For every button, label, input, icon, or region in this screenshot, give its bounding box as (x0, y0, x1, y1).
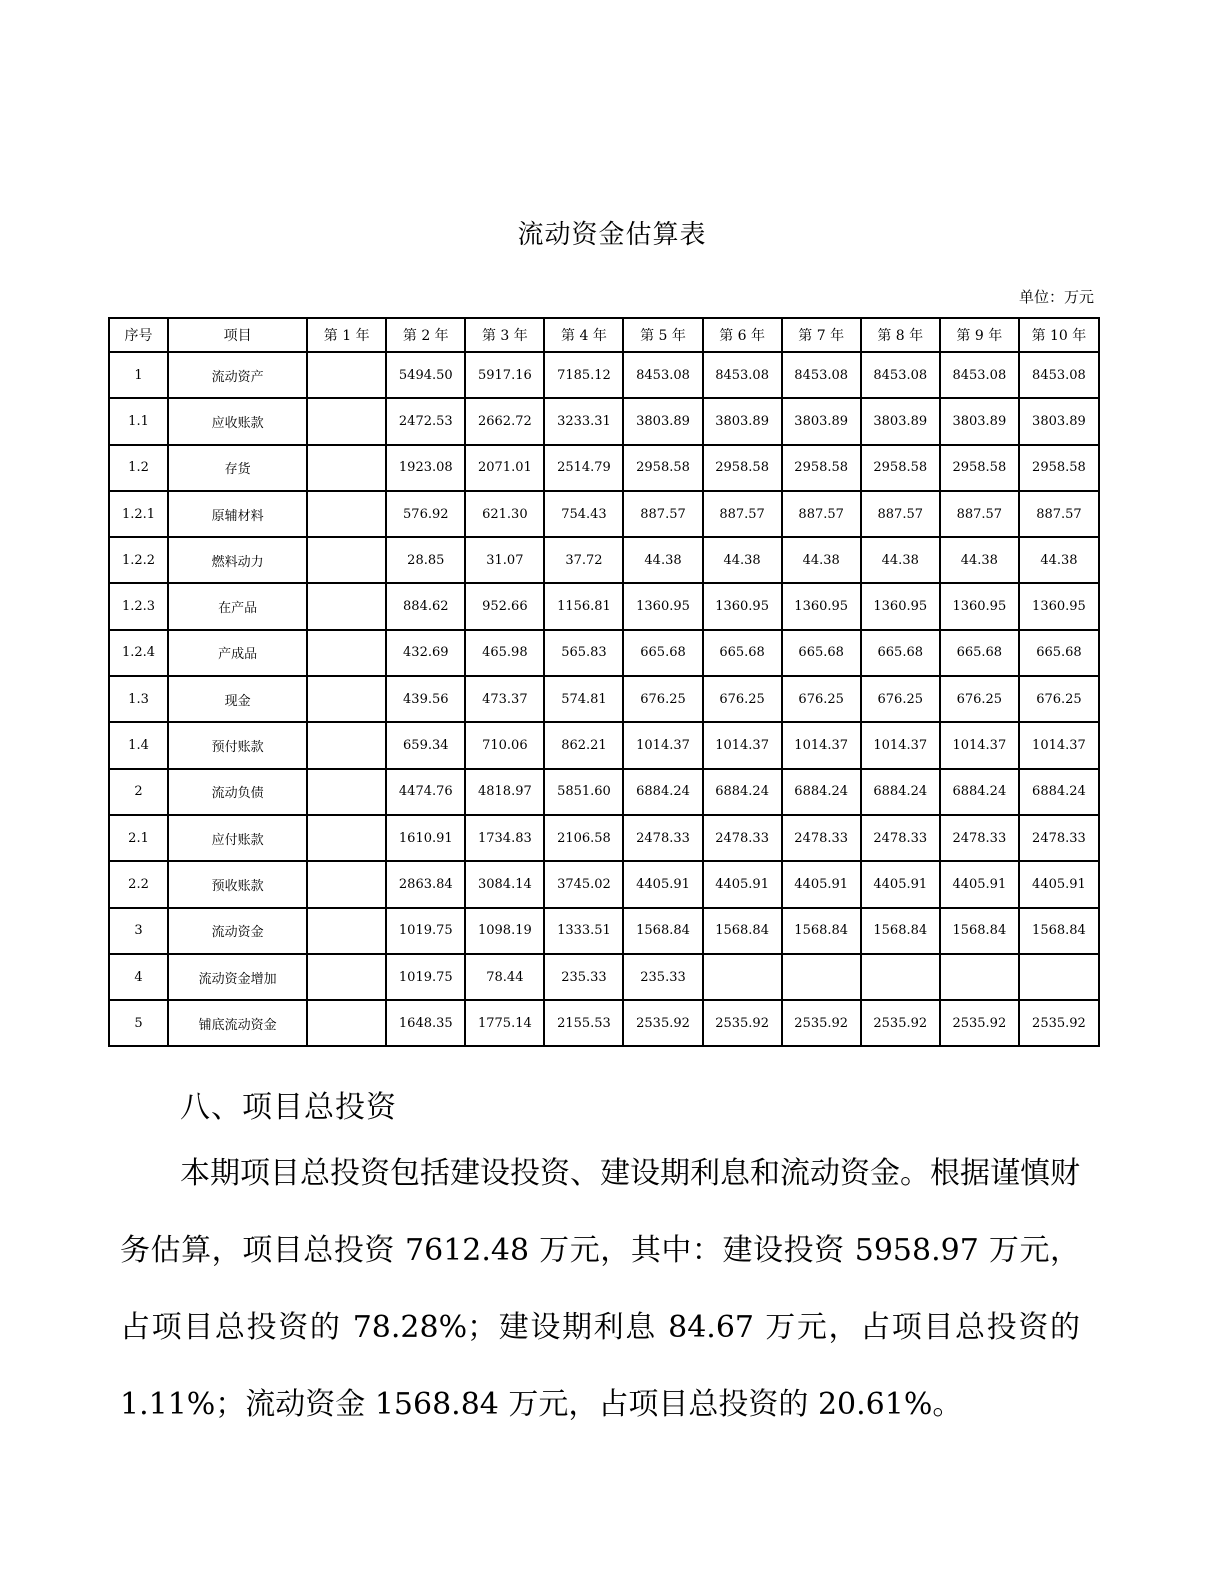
table-cell: 1923.08 (386, 445, 465, 491)
table-cell: 1.2.2 (109, 537, 168, 583)
table-cell: 流动负债 (168, 769, 307, 815)
table-cell (1019, 954, 1099, 1000)
table-cell: 2478.33 (861, 815, 940, 861)
table-cell: 676.25 (940, 676, 1019, 722)
table-cell: 1648.35 (386, 1000, 465, 1046)
table-cell: 621.30 (465, 491, 544, 537)
table-cell: 1568.84 (703, 908, 782, 954)
table-cell: 3803.89 (703, 398, 782, 444)
table-cell: 产成品 (168, 630, 307, 676)
table-cell (307, 954, 386, 1000)
table-row (109, 954, 1099, 1000)
working-capital-table (108, 317, 1100, 1047)
table-cell: 473.37 (465, 676, 544, 722)
table-cell: 1568.84 (940, 908, 1019, 954)
table-cell: 6884.24 (703, 769, 782, 815)
table-cell: 676.25 (1019, 676, 1099, 722)
table-cell: 6884.24 (623, 769, 702, 815)
column-header: 序号 (109, 318, 168, 352)
table-cell: 8453.08 (861, 352, 940, 398)
table-cell: 2478.33 (623, 815, 702, 861)
table-cell: 44.38 (1019, 537, 1099, 583)
table-cell: 应收账款 (168, 398, 307, 444)
table-cell: 1098.19 (465, 908, 544, 954)
table-cell: 2478.33 (1019, 815, 1099, 861)
table-cell: 5 (109, 1000, 168, 1046)
table-cell: 1568.84 (1019, 908, 1099, 954)
table-cell: 78.44 (465, 954, 544, 1000)
table-cell: 3803.89 (782, 398, 861, 444)
table-cell: 4405.91 (940, 861, 1019, 907)
table-cell: 37.72 (544, 537, 623, 583)
table-cell (307, 352, 386, 398)
table-cell: 44.38 (703, 537, 782, 583)
table-row (109, 861, 1099, 907)
table-cell: 676.25 (703, 676, 782, 722)
table-cell: 5917.16 (465, 352, 544, 398)
table-cell: 1014.37 (782, 722, 861, 768)
table-cell: 1014.37 (940, 722, 1019, 768)
table-cell: 887.57 (1019, 491, 1099, 537)
column-header: 第 10 年 (1019, 318, 1099, 352)
table-cell: 2535.92 (940, 1000, 1019, 1046)
table-cell: 2 (109, 769, 168, 815)
table-cell: 676.25 (623, 676, 702, 722)
table-cell: 31.07 (465, 537, 544, 583)
column-header: 第 1 年 (307, 318, 386, 352)
table-cell: 884.62 (386, 583, 465, 629)
table-cell: 235.33 (623, 954, 702, 1000)
table-cell: 44.38 (623, 537, 702, 583)
table-row (109, 445, 1099, 491)
table-cell: 8453.08 (623, 352, 702, 398)
unit-label: 单位：万元 (1018, 288, 1094, 306)
table-cell: 1.2 (109, 445, 168, 491)
table-cell: 1610.91 (386, 815, 465, 861)
section-heading: 八、项目总投资 (180, 1090, 397, 1125)
table-cell: 应付账款 (168, 815, 307, 861)
table-cell: 3745.02 (544, 861, 623, 907)
table-cell: 2514.79 (544, 445, 623, 491)
table-cell: 2958.58 (703, 445, 782, 491)
table-cell: 2535.92 (861, 1000, 940, 1046)
table-cell: 8453.08 (782, 352, 861, 398)
table-cell: 8453.08 (703, 352, 782, 398)
column-header: 第 2 年 (386, 318, 465, 352)
table-cell: 4 (109, 954, 168, 1000)
table-cell: 1734.83 (465, 815, 544, 861)
table-cell: 原辅材料 (168, 491, 307, 537)
table-cell (307, 491, 386, 537)
table-cell: 887.57 (940, 491, 1019, 537)
table-cell (861, 954, 940, 1000)
table-cell: 710.06 (465, 722, 544, 768)
table-cell: 3 (109, 908, 168, 954)
table-cell: 2071.01 (465, 445, 544, 491)
table-cell (307, 722, 386, 768)
table-cell (307, 398, 386, 444)
table-cell: 1.3 (109, 676, 168, 722)
table-cell: 燃料动力 (168, 537, 307, 583)
table-cell: 665.68 (782, 630, 861, 676)
table-cell: 5851.60 (544, 769, 623, 815)
table-row (109, 583, 1099, 629)
column-header: 第 5 年 (623, 318, 702, 352)
table-cell: 1156.81 (544, 583, 623, 629)
column-header: 第 6 年 (703, 318, 782, 352)
table-cell: 1.2.1 (109, 491, 168, 537)
table-cell: 1.2.3 (109, 583, 168, 629)
table-cell: 44.38 (782, 537, 861, 583)
table-cell: 887.57 (861, 491, 940, 537)
table-cell (940, 954, 1019, 1000)
table-cell (307, 908, 386, 954)
table-cell: 7185.12 (544, 352, 623, 398)
table-cell: 流动资金增加 (168, 954, 307, 1000)
table-cell: 44.38 (861, 537, 940, 583)
table-cell: 2535.92 (623, 1000, 702, 1046)
table-cell (782, 954, 861, 1000)
table-cell: 2535.92 (782, 1000, 861, 1046)
table-cell: 1568.84 (623, 908, 702, 954)
table-cell (307, 1000, 386, 1046)
table-row (109, 769, 1099, 815)
table-cell: 3803.89 (623, 398, 702, 444)
table-cell: 28.85 (386, 537, 465, 583)
table-cell: 8453.08 (940, 352, 1019, 398)
table-cell: 887.57 (782, 491, 861, 537)
table-cell: 4405.91 (623, 861, 702, 907)
column-header: 第 8 年 (861, 318, 940, 352)
table-row (109, 537, 1099, 583)
table-cell: 1014.37 (703, 722, 782, 768)
table-cell: 铺底流动资金 (168, 1000, 307, 1046)
table-cell: 3084.14 (465, 861, 544, 907)
table-row (109, 491, 1099, 537)
table-cell: 8453.08 (1019, 352, 1099, 398)
table-cell: 2958.58 (623, 445, 702, 491)
table-cell: 1014.37 (861, 722, 940, 768)
table-cell: 952.66 (465, 583, 544, 629)
table-cell: 流动资金 (168, 908, 307, 954)
table-header-row (109, 318, 1099, 352)
table-cell: 1.4 (109, 722, 168, 768)
table-cell: 862.21 (544, 722, 623, 768)
table-cell (307, 630, 386, 676)
table-cell: 1360.95 (703, 583, 782, 629)
table-cell: 1333.51 (544, 908, 623, 954)
table-cell: 2958.58 (861, 445, 940, 491)
table-cell: 2863.84 (386, 861, 465, 907)
table-cell: 1014.37 (623, 722, 702, 768)
table-cell: 预付账款 (168, 722, 307, 768)
table-cell: 1360.95 (861, 583, 940, 629)
column-header: 项目 (168, 318, 307, 352)
table-cell (307, 583, 386, 629)
table-cell: 流动资产 (168, 352, 307, 398)
table-cell (703, 954, 782, 1000)
table-cell: 2535.92 (1019, 1000, 1099, 1046)
table-cell: 887.57 (623, 491, 702, 537)
column-header: 第 3 年 (465, 318, 544, 352)
table-row (109, 1000, 1099, 1046)
table-cell: 44.38 (940, 537, 1019, 583)
table-cell: 1360.95 (782, 583, 861, 629)
table-cell: 574.81 (544, 676, 623, 722)
table-cell (307, 815, 386, 861)
table-cell: 2958.58 (1019, 445, 1099, 491)
table-cell: 665.68 (1019, 630, 1099, 676)
table-cell: 4405.91 (861, 861, 940, 907)
table-cell: 676.25 (782, 676, 861, 722)
table-cell: 5494.50 (386, 352, 465, 398)
table-cell (307, 445, 386, 491)
table-cell: 存货 (168, 445, 307, 491)
table-cell: 3233.31 (544, 398, 623, 444)
column-header: 第 4 年 (544, 318, 623, 352)
table-cell: 665.68 (703, 630, 782, 676)
table-cell: 1360.95 (1019, 583, 1099, 629)
table-cell: 659.34 (386, 722, 465, 768)
table-cell: 1.2.4 (109, 630, 168, 676)
column-header: 第 7 年 (782, 318, 861, 352)
table-cell: 4818.97 (465, 769, 544, 815)
body-paragraph: 本期项目总投资包括建设投资、建设期利息和流动资金。根据谨慎财务估算，项目总投资 7612.48 万元，其中：建设投资 5958.97 万元，占项目总投资的 78.28%；建设期利息 84.67 万元，占项目总投资的 1.11%；流动资金 1568.84 万元，占项目总投资的 20.61%。 (120, 1156, 1080, 1422)
table-cell: 576.92 (386, 491, 465, 537)
table-cell (307, 676, 386, 722)
table-cell (307, 769, 386, 815)
table-row (109, 630, 1099, 676)
table-cell: 3803.89 (1019, 398, 1099, 444)
table-row (109, 398, 1099, 444)
table-cell: 2535.92 (703, 1000, 782, 1046)
table-cell: 665.68 (940, 630, 1019, 676)
table-cell: 887.57 (703, 491, 782, 537)
table-cell: 4405.91 (703, 861, 782, 907)
table-cell: 6884.24 (861, 769, 940, 815)
table-cell: 预收账款 (168, 861, 307, 907)
table-cell: 1568.84 (861, 908, 940, 954)
table-cell: 6884.24 (782, 769, 861, 815)
table-cell (307, 537, 386, 583)
table-cell: 432.69 (386, 630, 465, 676)
table-cell: 6884.24 (940, 769, 1019, 815)
table-row (109, 676, 1099, 722)
table-cell: 665.68 (623, 630, 702, 676)
table-cell: 3803.89 (940, 398, 1019, 444)
table-cell: 在产品 (168, 583, 307, 629)
table-cell: 1568.84 (782, 908, 861, 954)
table-cell: 1014.37 (1019, 722, 1099, 768)
table-cell: 2958.58 (940, 445, 1019, 491)
table-cell: 1360.95 (623, 583, 702, 629)
table-cell: 2106.58 (544, 815, 623, 861)
table-cell: 2662.72 (465, 398, 544, 444)
table-cell: 2472.53 (386, 398, 465, 444)
table-cell (307, 861, 386, 907)
table-cell: 4474.76 (386, 769, 465, 815)
table-cell: 2478.33 (703, 815, 782, 861)
table-cell: 439.56 (386, 676, 465, 722)
table-row (109, 908, 1099, 954)
table-cell: 754.43 (544, 491, 623, 537)
table-cell: 676.25 (861, 676, 940, 722)
table-row (109, 815, 1099, 861)
table-cell: 2155.53 (544, 1000, 623, 1046)
table-cell: 2958.58 (782, 445, 861, 491)
table-cell: 1019.75 (386, 954, 465, 1000)
table-cell: 1019.75 (386, 908, 465, 954)
table-cell: 2478.33 (940, 815, 1019, 861)
table-cell: 4405.91 (782, 861, 861, 907)
table-cell: 4405.91 (1019, 861, 1099, 907)
table-cell: 现金 (168, 676, 307, 722)
table-cell: 2.1 (109, 815, 168, 861)
table-cell: 235.33 (544, 954, 623, 1000)
table-cell: 665.68 (861, 630, 940, 676)
table-body (109, 352, 1099, 1046)
table-cell: 1360.95 (940, 583, 1019, 629)
table-title: 流动资金估算表 (517, 220, 707, 250)
table-cell: 1.1 (109, 398, 168, 444)
table-cell: 2.2 (109, 861, 168, 907)
table-cell: 6884.24 (1019, 769, 1099, 815)
table-row (109, 352, 1099, 398)
table-cell: 3803.89 (861, 398, 940, 444)
column-header: 第 9 年 (940, 318, 1019, 352)
table-row (109, 722, 1099, 768)
table-cell: 565.83 (544, 630, 623, 676)
table-cell: 2478.33 (782, 815, 861, 861)
table-cell: 465.98 (465, 630, 544, 676)
table-cell: 1775.14 (465, 1000, 544, 1046)
table-cell: 1 (109, 352, 168, 398)
